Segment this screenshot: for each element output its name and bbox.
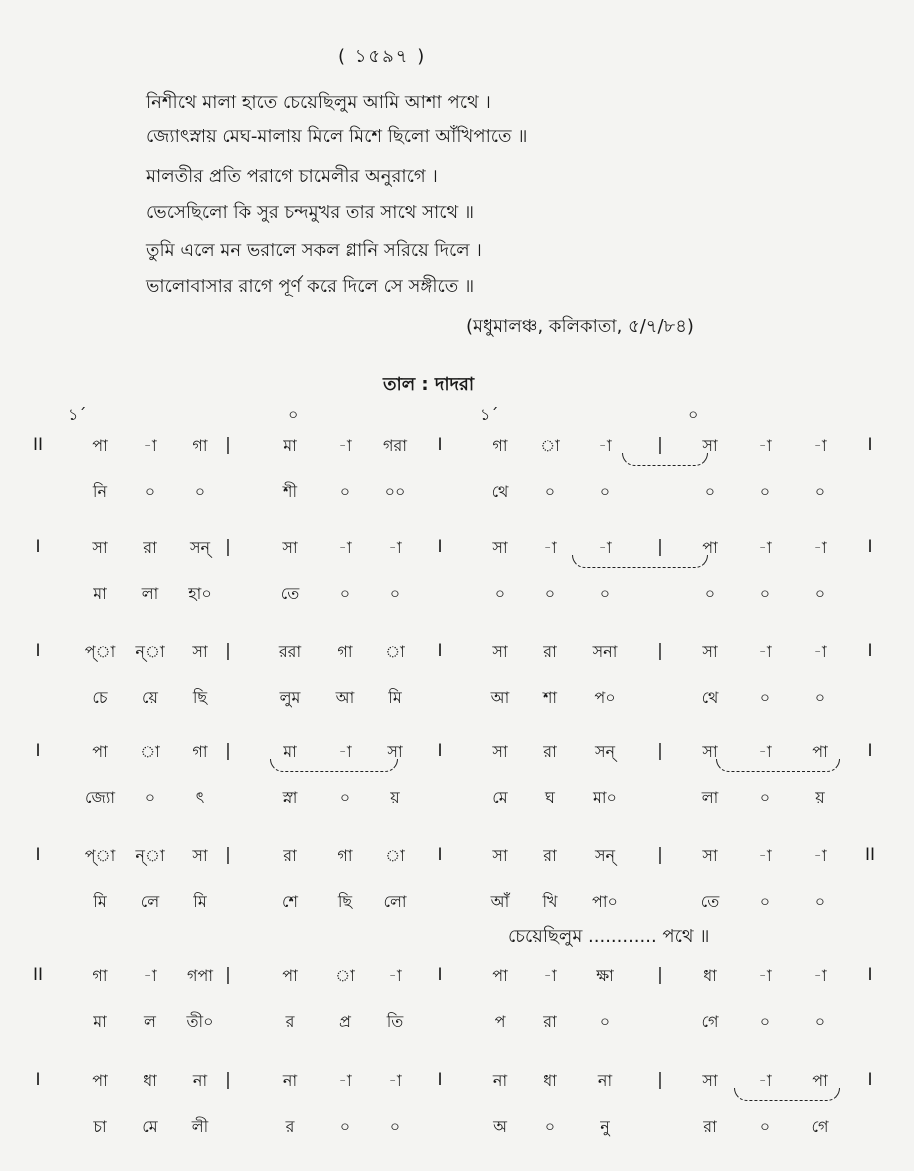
verse-line-4: ভেসেছিলো কি সুর চন্দমুখর তার সাথে সাথে ॥ [146, 202, 475, 223]
swara-note: পা [702, 538, 718, 557]
beat-mark: ১´ [480, 405, 499, 424]
swara-note: া [335, 966, 355, 985]
swara-note: -া [813, 538, 827, 557]
lyric-syllable: জ্যো [84, 788, 116, 807]
lyric-syllable: ০০ [384, 482, 406, 501]
swara-note: -া [388, 966, 402, 985]
swara-note: না [282, 1071, 298, 1090]
end-barline: I [867, 741, 873, 761]
lyric-syllable: থে [701, 688, 719, 707]
swara-note: পা [92, 436, 108, 455]
attribution: (মধুমালঞ্চ, কলিকাতা, ৫/৭/৮৪) [466, 316, 694, 337]
swara-note: গা [337, 846, 353, 865]
lyric-syllable: মা [93, 584, 107, 603]
swara-note: -া [813, 436, 827, 455]
lyric-syllable: মি [388, 688, 402, 707]
lyric-syllable: য় [390, 788, 400, 807]
swara-note: সা [492, 642, 508, 661]
swara-note: া [540, 436, 560, 455]
lyric-syllable: লী [191, 1117, 209, 1136]
lyric-syllable: ০ [759, 1012, 771, 1031]
bani-row [0, 785, 914, 811]
swara-note: রা [543, 642, 557, 661]
lyric-syllable: ০ [339, 482, 351, 501]
start-barline: I [35, 741, 41, 761]
start-barline: I [35, 537, 41, 557]
lyric-syllable: ০ [759, 788, 771, 807]
end-barline: I [867, 1070, 873, 1090]
bani-row [0, 1009, 914, 1035]
beat-mark: ০ [688, 405, 699, 424]
swara-note: মা [283, 742, 297, 761]
swara-row [0, 739, 914, 765]
swara-note: সা [192, 846, 208, 865]
bani-row [0, 889, 914, 915]
lyric-syllable: ০ [389, 1117, 401, 1136]
lyric-syllable: মা০ [593, 788, 617, 807]
barline: | [657, 435, 663, 455]
barline: | [225, 435, 231, 455]
lyric-syllable: নি [92, 482, 108, 501]
swara-note: ররা [278, 642, 302, 661]
swara-note: -া [338, 742, 352, 761]
swara-note: সা [702, 1071, 718, 1090]
lyric-syllable: মা [93, 1012, 107, 1031]
lyric-syllable: ০ [704, 482, 716, 501]
start-barline: I [35, 641, 41, 661]
lyric-syllable: ৎ [195, 788, 205, 807]
barline: | [657, 965, 663, 985]
barline: | [225, 965, 231, 985]
lyric-syllable: আ [490, 688, 510, 707]
swara-note: ন্া [135, 846, 165, 865]
lyric-syllable: প্র [339, 1012, 351, 1031]
lyric-syllable: ০ [814, 482, 826, 501]
barline: | [657, 537, 663, 557]
swara-note: গরা [383, 436, 407, 455]
lyric-syllable: নু [600, 1117, 610, 1136]
lyric-syllable: লা [141, 584, 159, 603]
lyric-syllable: র [285, 1117, 295, 1136]
end-barline: I [867, 965, 873, 985]
swara-note: সা [492, 742, 508, 761]
swara-note: -া [758, 538, 772, 557]
swara-note: না [492, 1071, 508, 1090]
swara-note: পা [282, 966, 298, 985]
swara-note: -া [813, 966, 827, 985]
lyric-syllable: তে [280, 584, 300, 603]
lyric-syllable: ছি [192, 688, 208, 707]
bani-row [0, 581, 914, 607]
lyric-syllable: ০ [814, 688, 826, 707]
lyric-syllable: রা [703, 1117, 717, 1136]
lyric-syllable: রা [543, 1012, 557, 1031]
swara-row [0, 963, 914, 989]
swara-note: সনা [592, 642, 618, 661]
swara-note: গপা [187, 966, 213, 985]
swara-note: গা [337, 642, 353, 661]
lyric-syllable: ০ [599, 584, 611, 603]
swara-note: -া [338, 1071, 352, 1090]
lyric-syllable: আঁ [490, 892, 510, 911]
lyric-syllable: শা [542, 688, 558, 707]
lyric-syllable: চে [92, 688, 108, 707]
swara-note: মা [283, 436, 297, 455]
swara-note: -া [813, 642, 827, 661]
swara-note: সন্ [594, 742, 616, 761]
swara-note: -া [758, 642, 772, 661]
lyric-syllable: থে [491, 482, 509, 501]
lyric-syllable: মি [193, 892, 207, 911]
lyric-syllable: প [494, 1012, 506, 1031]
lyric-syllable: লো [383, 892, 407, 911]
lyric-syllable: ০ [814, 1012, 826, 1031]
swara-note: পা [812, 1071, 828, 1090]
barline: I [437, 741, 443, 761]
refrain-line: চেয়েছিলুম ............ পথে ॥ [508, 926, 710, 947]
lyric-syllable: য় [815, 788, 825, 807]
swara-note: সা [92, 538, 108, 557]
swara-note: -া [758, 1071, 772, 1090]
lyric-syllable: ০ [339, 584, 351, 603]
swara-note: -া [388, 1071, 402, 1090]
swara-note: া [385, 846, 405, 865]
swara-note: সা [282, 538, 298, 557]
swara-note: সন্ [594, 846, 616, 865]
swara-note: না [597, 1071, 613, 1090]
tal-heading: তাল : দাদরা [383, 374, 475, 395]
swara-note: -া [758, 436, 772, 455]
lyric-syllable: ০ [599, 1012, 611, 1031]
barline: I [437, 435, 443, 455]
swara-note: -া [388, 538, 402, 557]
barline: I [437, 845, 443, 865]
lyric-syllable: ০ [544, 584, 556, 603]
swara-note: গা [192, 742, 208, 761]
lyric-syllable: পা০ [592, 892, 618, 911]
lyric-syllable: তী০ [186, 1012, 214, 1031]
lyric-syllable: ০ [759, 892, 771, 911]
lyric-syllable: লে [140, 892, 160, 911]
barline: | [657, 845, 663, 865]
swara-note: রা [543, 742, 557, 761]
lyric-syllable: ০ [389, 584, 401, 603]
bani-row [0, 479, 914, 505]
lyric-syllable: খি [542, 892, 558, 911]
lyric-syllable: ০ [759, 688, 771, 707]
barline: I [437, 537, 443, 557]
swara-note: -া [758, 846, 772, 865]
verse-line-3: মালতীর প্রতি পরাগে চামেলীর অনুরাগে । [146, 166, 438, 187]
lyric-syllable: ০ [599, 482, 611, 501]
start-barline: I [35, 845, 41, 865]
barline: I [437, 641, 443, 661]
lyric-syllable: শী [282, 482, 298, 501]
swara-note: -া [338, 538, 352, 557]
swara-note: -া [598, 436, 612, 455]
swara-note: না [192, 1071, 208, 1090]
barline: | [225, 537, 231, 557]
lyric-syllable: ০ [759, 482, 771, 501]
swara-note: সা [387, 742, 403, 761]
lyric-syllable: আ [335, 688, 355, 707]
lyric-syllable: ০ [814, 584, 826, 603]
swara-note: সা [492, 538, 508, 557]
lyric-syllable: ০ [704, 584, 716, 603]
lyric-syllable: লা [701, 788, 719, 807]
swara-note: সা [702, 436, 718, 455]
swara-note: রা [543, 846, 557, 865]
swara-note: ধা [703, 966, 717, 985]
verse-line-6: ভালোবাসার রাগে পূর্ণ করে দিলে সে সঙ্গীতে ॥ [146, 276, 475, 297]
swara-row [0, 843, 914, 869]
swara-note: পা [92, 1071, 108, 1090]
end-barline: I [867, 641, 873, 661]
swara-note: সা [492, 846, 508, 865]
swara-note: -া [143, 436, 157, 455]
lyric-syllable: অ [493, 1117, 507, 1136]
beat-mark: ০ [288, 405, 299, 424]
lyric-syllable: ০ [544, 1117, 556, 1136]
end-barline: I [867, 537, 873, 557]
bani-row [0, 1114, 914, 1140]
swara-note: গা [192, 436, 208, 455]
swara-note: পা [812, 742, 828, 761]
swara-note: -া [543, 538, 557, 557]
lyric-syllable: গে [701, 1012, 719, 1031]
lyric-syllable: মে [142, 1117, 158, 1136]
lyric-syllable: মে [492, 788, 508, 807]
lyric-syllable: ছি [337, 892, 353, 911]
lyric-syllable: স্না [282, 788, 298, 807]
lyric-syllable: র [285, 1012, 295, 1031]
verse-line-2: জ্যোৎস্নায় মেঘ-মালায় মিলে মিশে ছিলো আঁখিপাতে ॥ [146, 126, 528, 147]
barline: | [657, 741, 663, 761]
swara-note: ধা [543, 1071, 557, 1090]
lyric-syllable: মি [93, 892, 107, 911]
barline: | [225, 641, 231, 661]
start-barline: II [32, 965, 44, 985]
swara-note: সা [702, 846, 718, 865]
lyric-syllable: ল [144, 1012, 156, 1031]
barline: | [657, 1070, 663, 1090]
lyric-syllable: তে [700, 892, 720, 911]
swara-note: গা [92, 966, 108, 985]
lyric-syllable: ০ [759, 584, 771, 603]
swara-note: া [140, 742, 160, 761]
start-barline: I [35, 1070, 41, 1090]
swara-note: -া [758, 742, 772, 761]
page-number: ( ১৫৯৭ ) [338, 46, 427, 67]
swara-note: পা [92, 742, 108, 761]
barline: I [437, 965, 443, 985]
barline: I [437, 1070, 443, 1090]
lyric-syllable: ০ [494, 584, 506, 603]
lyric-syllable: ০ [194, 482, 206, 501]
lyric-syllable: ঘ [545, 788, 555, 807]
start-barline: II [32, 435, 44, 455]
lyric-syllable: লুম [279, 688, 301, 707]
verse-line-1: নিশীথে মালা হাতে চেয়েছিলুম আমি আশা পথে । [146, 92, 491, 113]
lyric-syllable: চা [93, 1117, 107, 1136]
lyric-syllable: ০ [544, 482, 556, 501]
swara-note: পা [492, 966, 508, 985]
swara-row [0, 535, 914, 561]
swara-note: া [385, 642, 405, 661]
barline: | [225, 845, 231, 865]
end-barline: II [864, 845, 876, 865]
lyric-syllable: য়ে [142, 688, 158, 707]
swara-note: সা [192, 642, 208, 661]
swara-note: ক্ষা [596, 966, 614, 985]
swara-note: সা [702, 642, 718, 661]
beat-mark: ১´ [68, 405, 87, 424]
swara-note: গা [492, 436, 508, 455]
swara-note: -া [143, 966, 157, 985]
lyric-syllable: গে [811, 1117, 829, 1136]
lyric-syllable: তি [386, 1012, 404, 1031]
lyric-syllable: ০ [144, 788, 156, 807]
barline: | [225, 741, 231, 761]
lyric-syllable: শে [282, 892, 298, 911]
swara-note: রা [143, 538, 157, 557]
barline: | [657, 641, 663, 661]
swara-note: ধা [143, 1071, 157, 1090]
swara-note: -া [543, 966, 557, 985]
swara-note: প্া [84, 846, 116, 865]
swara-note: -া [758, 966, 772, 985]
bani-row [0, 685, 914, 711]
swara-note: রা [283, 846, 297, 865]
lyric-syllable: ০ [759, 1117, 771, 1136]
lyric-syllable: প০ [594, 688, 616, 707]
lyric-syllable: ০ [339, 788, 351, 807]
barline: | [225, 1070, 231, 1090]
lyric-syllable: হা০ [188, 584, 212, 603]
swara-note: সা [702, 742, 718, 761]
swara-row [0, 1068, 914, 1094]
end-barline: I [867, 435, 873, 455]
swara-note: -া [598, 538, 612, 557]
swara-note: -া [338, 436, 352, 455]
swara-note: -া [813, 846, 827, 865]
lyric-syllable: ০ [144, 482, 156, 501]
swara-note: সন্ [189, 538, 211, 557]
swara-note: প্া [84, 642, 116, 661]
verse-line-5: তুমি এলে মন ভরালে সকল গ্লানি সরিয়ে দিলে । [146, 240, 482, 261]
lyric-syllable: ০ [814, 892, 826, 911]
swara-row [0, 433, 914, 459]
lyric-syllable: ০ [339, 1117, 351, 1136]
swara-row [0, 639, 914, 665]
swara-note: ন্া [135, 642, 165, 661]
